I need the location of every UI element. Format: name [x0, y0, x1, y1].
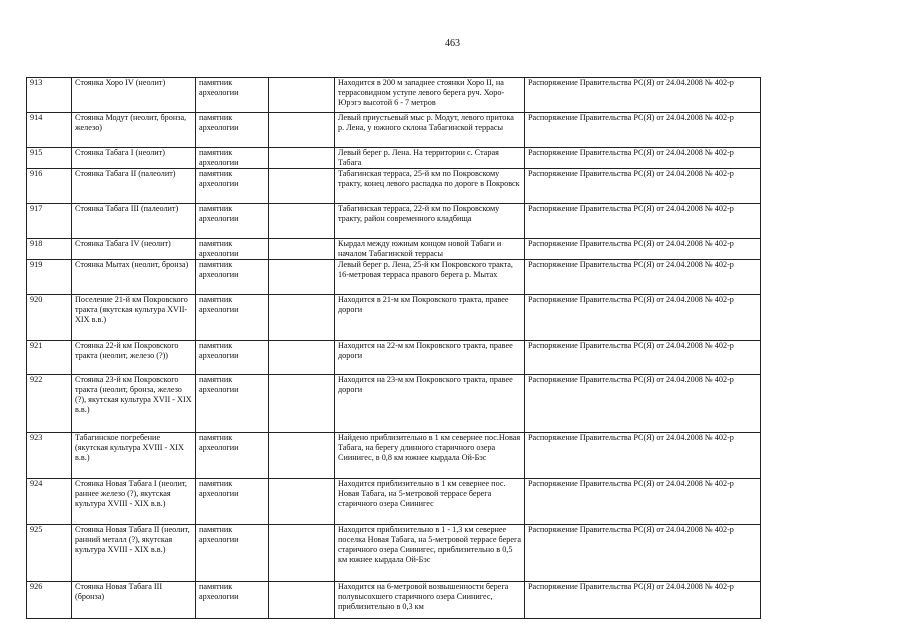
- row-number-cell: 916: [27, 169, 72, 204]
- table-row: [27, 433, 761, 479]
- monument-type-cell: памятник археологии: [196, 582, 269, 619]
- monument-type-cell: памятник археологии: [196, 239, 269, 260]
- row-number-cell: 922: [27, 375, 72, 433]
- monument-type-cell: памятник археологии: [196, 78, 269, 113]
- monument-name-cell: Стоянка Модут (неолит, бронза, железо): [72, 113, 196, 148]
- monument-name-cell: Стоянка Табага II (палеолит): [72, 169, 196, 204]
- monuments-table: [26, 77, 761, 619]
- location-cell: Левый берег р. Лена, 25-й км Покровского тракта, 16-метровая терраса правого берега р. Мытах: [335, 260, 525, 295]
- legal-document-cell: Распоряжение Правительства РС(Я) от 24.04.2008 № 402-р: [525, 582, 761, 619]
- blank-cell: [269, 204, 335, 239]
- blank-cell: [269, 148, 335, 169]
- legal-document-cell: Распоряжение Правительства РС(Я) от 24.04.2008 № 402-р: [525, 479, 761, 525]
- monument-type-cell: памятник археологии: [196, 525, 269, 582]
- table-row: [27, 375, 761, 433]
- blank-cell: [269, 113, 335, 148]
- monument-type-cell: памятник археологии: [196, 169, 269, 204]
- row-number-cell: 926: [27, 582, 72, 619]
- monument-name-cell: Табагинское погребение (якутская культура XVIII - XIX в.в.): [72, 433, 196, 479]
- row-number-cell: 919: [27, 260, 72, 295]
- blank-cell: [269, 295, 335, 341]
- blank-cell: [269, 525, 335, 582]
- monument-type-cell: памятник археологии: [196, 341, 269, 375]
- row-number-cell: 923: [27, 433, 72, 479]
- row-number-cell: 925: [27, 525, 72, 582]
- location-cell: Находится в 200 м западнее стоянки Хоро II, на террасовидном уступе левого берега руч. Хоро-Юрэгэ высотой 6 - 7 метров: [335, 78, 525, 113]
- monument-type-cell: памятник археологии: [196, 479, 269, 525]
- page-number: 463: [445, 38, 460, 49]
- legal-document-cell: Распоряжение Правительства РС(Я) от 24.04.2008 № 402-р: [525, 525, 761, 582]
- table-row: [27, 260, 761, 295]
- blank-cell: [269, 169, 335, 204]
- monument-name-cell: Стоянка Табага IV (неолит): [72, 239, 196, 260]
- location-cell: Левый берег р. Лена. На территории с. Старая Табага: [335, 148, 525, 169]
- table-row: [27, 113, 761, 148]
- location-cell: Табагинская терраса, 25-й км по Покровскому тракту, конец левого распадка по дороге в Покровск: [335, 169, 525, 204]
- monument-name-cell: Стоянка Табага III (палеолит): [72, 204, 196, 239]
- row-number-cell: 915: [27, 148, 72, 169]
- monument-name-cell: Стоянка Новая Табага II (неолит, ранний металл (?), якутская культура XVIII - XIX в.в.): [72, 525, 196, 582]
- monument-name-cell: Стоянка Новая Табага I (неолит, раннее железо (?), якутская культура XVIII - XIX в.в.): [72, 479, 196, 525]
- blank-cell: [269, 78, 335, 113]
- legal-document-cell: Распоряжение Правительства РС(Я) от 24.04.2008 № 402-р: [525, 113, 761, 148]
- legal-document-cell: Распоряжение Правительства РС(Я) от 24.04.2008 № 402-р: [525, 375, 761, 433]
- legal-document-cell: Распоряжение Правительства РС(Я) от 24.04.2008 № 402-р: [525, 78, 761, 113]
- row-number-cell: 920: [27, 295, 72, 341]
- table-row: [27, 78, 761, 113]
- legal-document-cell: Распоряжение Правительства РС(Я) от 24.04.2008 № 402-р: [525, 260, 761, 295]
- legal-document-cell: Распоряжение Правительства РС(Я) от 24.04.2008 № 402-р: [525, 239, 761, 260]
- legal-document-cell: Распоряжение Правительства РС(Я) от 24.04.2008 № 402-р: [525, 341, 761, 375]
- row-number-cell: 921: [27, 341, 72, 375]
- location-cell: Табагинская терраса, 22-й км по Покровскому тракту, район современного кладбища: [335, 204, 525, 239]
- location-cell: Левый приустьевый мыс р. Модут, левого притока р. Лена, у южного склона Табагинской террасы: [335, 113, 525, 148]
- row-number-cell: 913: [27, 78, 72, 113]
- location-cell: Находится на 6-метровой возвышенности берега полувысохшего старичного озера Сиинигес, приблизительно в 0,3 км: [335, 582, 525, 619]
- legal-document-cell: Распоряжение Правительства РС(Я) от 24.04.2008 № 402-р: [525, 433, 761, 479]
- row-number-cell: 918: [27, 239, 72, 260]
- blank-cell: [269, 582, 335, 619]
- legal-document-cell: Распоряжение Правительства РС(Я) от 24.04.2008 № 402-р: [525, 148, 761, 169]
- blank-cell: [269, 433, 335, 479]
- monument-name-cell: Стоянка Табага I (неолит): [72, 148, 196, 169]
- row-number-cell: 914: [27, 113, 72, 148]
- monuments-table-body: [27, 78, 761, 619]
- location-cell: Найдено приблизительно в 1 км севернее пос.Новая Табага, на берегу длинного старичного озера Сиинигес, в 0,8 км южнее кырдала Ой-Бэс: [335, 433, 525, 479]
- legal-document-cell: Распоряжение Правительства РС(Я) от 24.04.2008 № 402-р: [525, 204, 761, 239]
- table-row: [27, 295, 761, 341]
- legal-document-cell: Распоряжение Правительства РС(Я) от 24.04.2008 № 402-р: [525, 169, 761, 204]
- blank-cell: [269, 239, 335, 260]
- location-cell: Находится приблизительно в 1 км севернее пос. Новая Табага, на 5-метровой террасе берега старичного озера Сиинигес: [335, 479, 525, 525]
- monument-type-cell: памятник археологии: [196, 113, 269, 148]
- monument-type-cell: памятник археологии: [196, 375, 269, 433]
- blank-cell: [269, 375, 335, 433]
- row-number-cell: 924: [27, 479, 72, 525]
- monument-name-cell: Стоянка Хоро IV (неолит): [72, 78, 196, 113]
- monument-type-cell: памятник археологии: [196, 433, 269, 479]
- table-row: [27, 169, 761, 204]
- table-row: [27, 239, 761, 260]
- monument-type-cell: памятник археологии: [196, 295, 269, 341]
- location-cell: Находится на 22-м км Покровского тракта, правее дороги: [335, 341, 525, 375]
- table-row: [27, 582, 761, 619]
- blank-cell: [269, 479, 335, 525]
- table-row: [27, 525, 761, 582]
- monument-name-cell: Стоянка Мытах (неолит, бронза): [72, 260, 196, 295]
- legal-document-cell: Распоряжение Правительства РС(Я) от 24.04.2008 № 402-р: [525, 295, 761, 341]
- location-cell: Кырдал между южным концом новой Табаги и началом Табагинской террасы: [335, 239, 525, 260]
- location-cell: Находится приблизительно в 1 - 1,3 км севернее поселка Новая Табага, на 5-метровой террасе берега старичного озера Сиинигес, приблизительно в 0,5 км южнее кырдала Ой-Бэс: [335, 525, 525, 582]
- monument-type-cell: памятник археологии: [196, 204, 269, 239]
- table-row: [27, 341, 761, 375]
- row-number-cell: 917: [27, 204, 72, 239]
- blank-cell: [269, 341, 335, 375]
- monument-type-cell: памятник археологии: [196, 148, 269, 169]
- blank-cell: [269, 260, 335, 295]
- monument-type-cell: памятник археологии: [196, 260, 269, 295]
- monument-name-cell: Поселение 21-й км Покровского тракта (якутская культура XVII-XIX в.в.): [72, 295, 196, 341]
- location-cell: Находится в 21-м км Покровского тракта, правее дороги: [335, 295, 525, 341]
- monument-name-cell: Стоянка Новая Табага III (бронза): [72, 582, 196, 619]
- table-row: [27, 204, 761, 239]
- table-row: [27, 148, 761, 169]
- monument-name-cell: Стоянка 22-й км Покровского тракта (неолит, железо (?)): [72, 341, 196, 375]
- monument-name-cell: Стоянка 23-й км Покровского тракта (неолит, бронза, железо (?), якутская культура XVII - XIX в.в.): [72, 375, 196, 433]
- table-row: [27, 479, 761, 525]
- location-cell: Находится на 23-м км Покровского тракта, правее дороги: [335, 375, 525, 433]
